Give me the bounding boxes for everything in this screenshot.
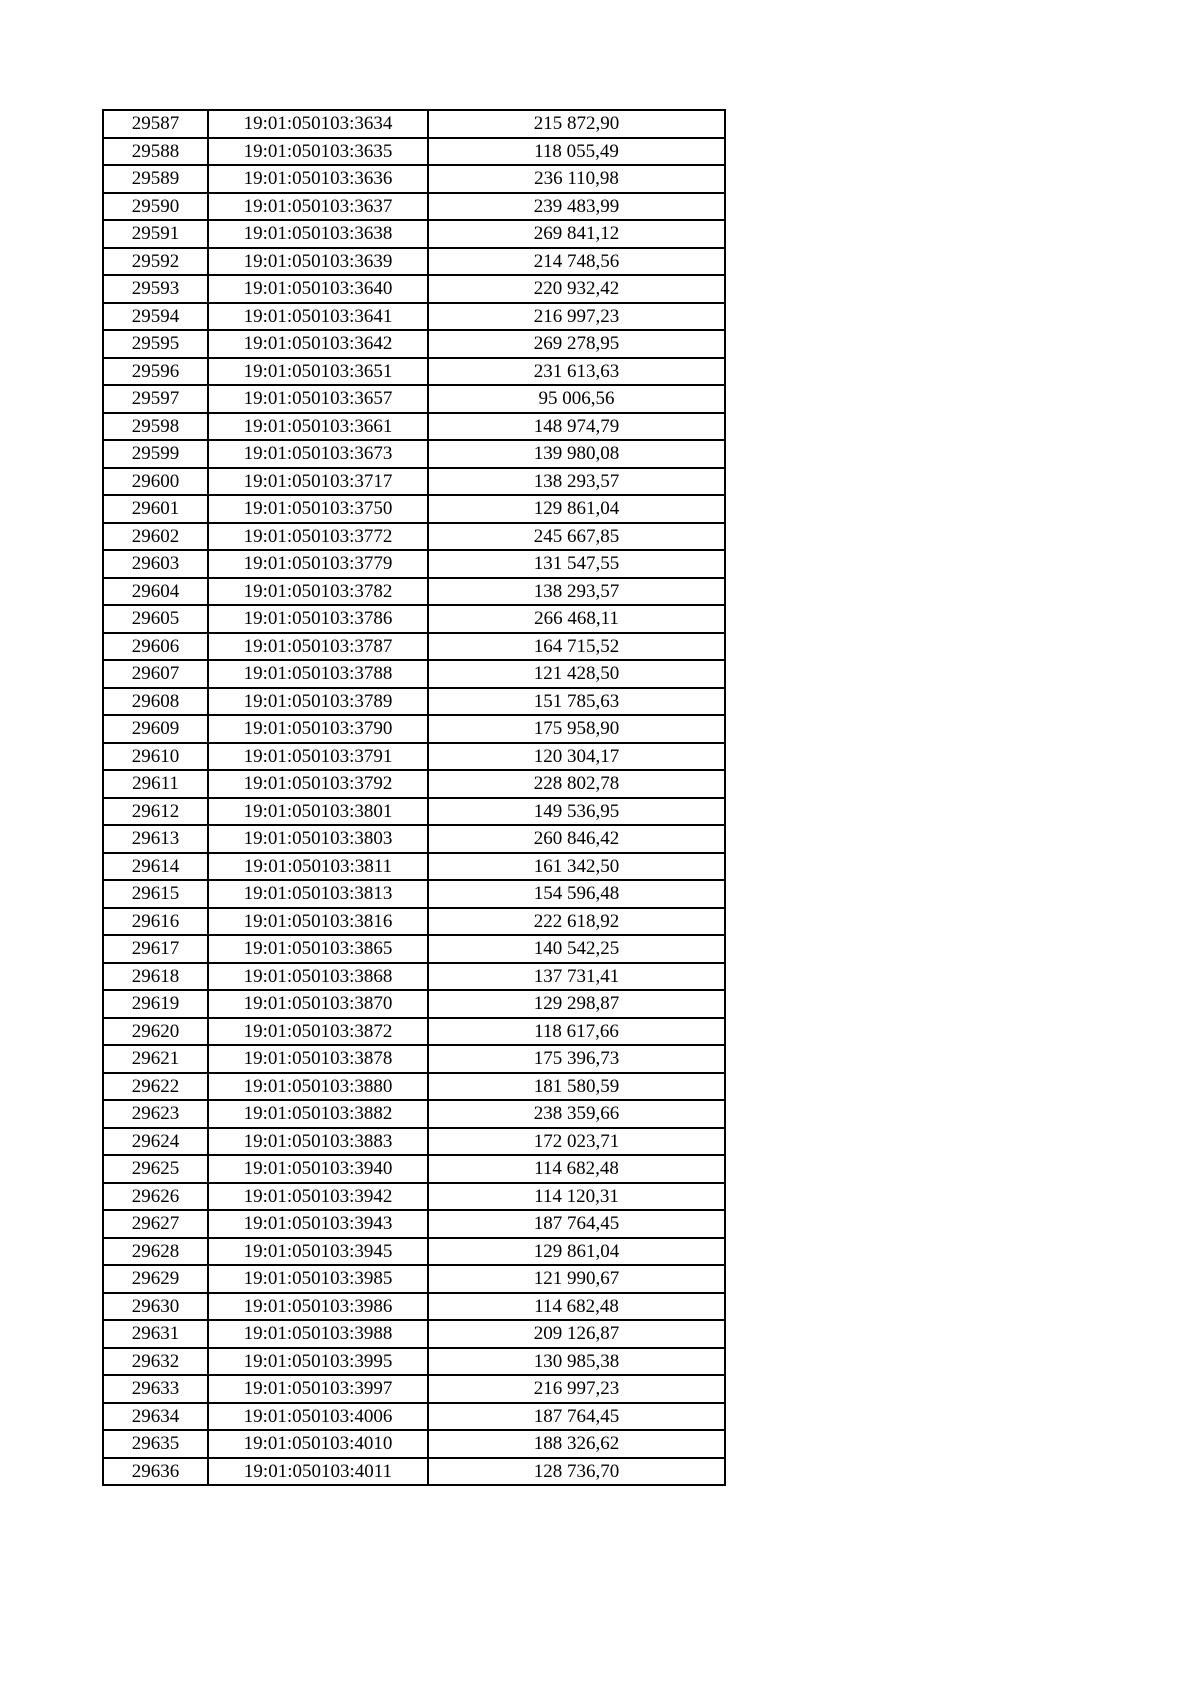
- row-number-cell: 29590: [103, 193, 208, 221]
- value-cell: 214 748,56: [428, 248, 725, 276]
- table-row: [103, 1210, 725, 1238]
- value-cell: 269 278,95: [428, 330, 725, 358]
- row-number-cell: 29598: [103, 413, 208, 441]
- table-row: [103, 165, 725, 193]
- cadastral-number-cell: 19:01:050103:3657: [208, 385, 428, 413]
- row-number-cell: 29592: [103, 248, 208, 276]
- table-row: [103, 990, 725, 1018]
- value-cell: 231 613,63: [428, 358, 725, 386]
- table-row: [103, 770, 725, 798]
- value-cell: 121 428,50: [428, 660, 725, 688]
- table-row: [103, 1073, 725, 1101]
- cadastral-number-cell: 19:01:050103:3638: [208, 220, 428, 248]
- row-number-cell: 29601: [103, 495, 208, 523]
- cadastral-number-cell: 19:01:050103:3811: [208, 853, 428, 881]
- row-number-cell: 29595: [103, 330, 208, 358]
- row-number-cell: 29633: [103, 1375, 208, 1403]
- row-number-cell: 29631: [103, 1320, 208, 1348]
- cadastral-number-cell: 19:01:050103:3789: [208, 688, 428, 716]
- row-number-cell: 29625: [103, 1155, 208, 1183]
- value-cell: 120 304,17: [428, 743, 725, 771]
- cadastral-number-cell: 19:01:050103:3816: [208, 908, 428, 936]
- value-cell: 187 764,45: [428, 1210, 725, 1238]
- value-cell: 161 342,50: [428, 853, 725, 881]
- row-number-cell: 29589: [103, 165, 208, 193]
- value-cell: 188 326,62: [428, 1430, 725, 1458]
- table-row: [103, 248, 725, 276]
- cadastral-number-cell: 19:01:050103:3882: [208, 1100, 428, 1128]
- row-number-cell: 29623: [103, 1100, 208, 1128]
- row-number-cell: 29602: [103, 523, 208, 551]
- table-row: [103, 303, 725, 331]
- value-cell: 118 055,49: [428, 138, 725, 166]
- table-row: [103, 275, 725, 303]
- cadastral-number-cell: 19:01:050103:3634: [208, 110, 428, 138]
- table-row: [103, 1128, 725, 1156]
- cadastral-number-cell: 19:01:050103:3943: [208, 1210, 428, 1238]
- cadastral-number-cell: 19:01:050103:4010: [208, 1430, 428, 1458]
- value-cell: 118 617,66: [428, 1018, 725, 1046]
- row-number-cell: 29596: [103, 358, 208, 386]
- cadastral-number-cell: 19:01:050103:3803: [208, 825, 428, 853]
- table-row: [103, 385, 725, 413]
- cadastral-number-cell: 19:01:050103:3772: [208, 523, 428, 551]
- value-cell: 216 997,23: [428, 303, 725, 331]
- table-row: [103, 413, 725, 441]
- table-row: [103, 1458, 725, 1486]
- value-cell: 114 120,31: [428, 1183, 725, 1211]
- table-row: [103, 688, 725, 716]
- table-row: [103, 495, 725, 523]
- table-row: [103, 220, 725, 248]
- value-cell: 222 618,92: [428, 908, 725, 936]
- value-cell: 238 359,66: [428, 1100, 725, 1128]
- cadastral-number-cell: 19:01:050103:3637: [208, 193, 428, 221]
- cadastral-number-cell: 19:01:050103:3717: [208, 468, 428, 496]
- table-row: [103, 633, 725, 661]
- value-cell: 215 872,90: [428, 110, 725, 138]
- row-number-cell: 29607: [103, 660, 208, 688]
- value-cell: 129 861,04: [428, 1238, 725, 1266]
- table-row: [103, 1100, 725, 1128]
- value-cell: 121 990,67: [428, 1265, 725, 1293]
- row-number-cell: 29608: [103, 688, 208, 716]
- cadastral-value-table: [102, 109, 726, 1486]
- cadastral-number-cell: 19:01:050103:3640: [208, 275, 428, 303]
- value-cell: 151 785,63: [428, 688, 725, 716]
- value-cell: 148 974,79: [428, 413, 725, 441]
- value-cell: 95 006,56: [428, 385, 725, 413]
- cadastral-number-cell: 19:01:050103:3788: [208, 660, 428, 688]
- row-number-cell: 29632: [103, 1348, 208, 1376]
- cadastral-number-cell: 19:01:050103:3870: [208, 990, 428, 1018]
- value-cell: 149 536,95: [428, 798, 725, 826]
- row-number-cell: 29624: [103, 1128, 208, 1156]
- value-cell: 114 682,48: [428, 1155, 725, 1183]
- cadastral-number-cell: 19:01:050103:3995: [208, 1348, 428, 1376]
- table-row: [103, 935, 725, 963]
- row-number-cell: 29627: [103, 1210, 208, 1238]
- table-row: [103, 908, 725, 936]
- table-row: [103, 660, 725, 688]
- table-row: [103, 138, 725, 166]
- value-cell: 139 980,08: [428, 440, 725, 468]
- row-number-cell: 29616: [103, 908, 208, 936]
- cadastral-number-cell: 19:01:050103:3651: [208, 358, 428, 386]
- cadastral-number-cell: 19:01:050103:3787: [208, 633, 428, 661]
- value-cell: 114 682,48: [428, 1293, 725, 1321]
- value-cell: 175 396,73: [428, 1045, 725, 1073]
- cadastral-number-cell: 19:01:050103:4011: [208, 1458, 428, 1486]
- row-number-cell: 29606: [103, 633, 208, 661]
- value-cell: 140 542,25: [428, 935, 725, 963]
- cadastral-number-cell: 19:01:050103:3782: [208, 578, 428, 606]
- table-row: [103, 1430, 725, 1458]
- table-row: [103, 743, 725, 771]
- table-row: [103, 550, 725, 578]
- value-cell: 266 468,11: [428, 605, 725, 633]
- value-cell: 181 580,59: [428, 1073, 725, 1101]
- table-row: [103, 330, 725, 358]
- value-cell: 137 731,41: [428, 963, 725, 991]
- table-row: [103, 1265, 725, 1293]
- value-cell: 209 126,87: [428, 1320, 725, 1348]
- table-row: [103, 1293, 725, 1321]
- row-number-cell: 29612: [103, 798, 208, 826]
- value-cell: 138 293,57: [428, 578, 725, 606]
- cadastral-number-cell: 19:01:050103:3940: [208, 1155, 428, 1183]
- row-number-cell: 29621: [103, 1045, 208, 1073]
- table-row: [103, 468, 725, 496]
- row-number-cell: 29614: [103, 853, 208, 881]
- value-cell: 129 298,87: [428, 990, 725, 1018]
- cadastral-number-cell: 19:01:050103:3985: [208, 1265, 428, 1293]
- row-number-cell: 29609: [103, 715, 208, 743]
- table-row: [103, 358, 725, 386]
- cadastral-number-cell: 19:01:050103:3813: [208, 880, 428, 908]
- cadastral-number-cell: 19:01:050103:4006: [208, 1403, 428, 1431]
- table-row: [103, 1045, 725, 1073]
- value-cell: 138 293,57: [428, 468, 725, 496]
- row-number-cell: 29634: [103, 1403, 208, 1431]
- table-row: [103, 715, 725, 743]
- cadastral-number-cell: 19:01:050103:3997: [208, 1375, 428, 1403]
- cadastral-number-cell: 19:01:050103:3641: [208, 303, 428, 331]
- cadastral-number-cell: 19:01:050103:3865: [208, 935, 428, 963]
- cadastral-number-cell: 19:01:050103:3801: [208, 798, 428, 826]
- cadastral-number-cell: 19:01:050103:3673: [208, 440, 428, 468]
- value-cell: 236 110,98: [428, 165, 725, 193]
- cadastral-number-cell: 19:01:050103:3636: [208, 165, 428, 193]
- cadastral-number-cell: 19:01:050103:3750: [208, 495, 428, 523]
- table-row: [103, 1320, 725, 1348]
- row-number-cell: 29597: [103, 385, 208, 413]
- cadastral-number-cell: 19:01:050103:3880: [208, 1073, 428, 1101]
- cadastral-number-cell: 19:01:050103:3639: [208, 248, 428, 276]
- cadastral-number-cell: 19:01:050103:3988: [208, 1320, 428, 1348]
- row-number-cell: 29615: [103, 880, 208, 908]
- value-cell: 245 667,85: [428, 523, 725, 551]
- row-number-cell: 29600: [103, 468, 208, 496]
- table-row: [103, 798, 725, 826]
- row-number-cell: 29629: [103, 1265, 208, 1293]
- table-row: [103, 440, 725, 468]
- table-row: [103, 853, 725, 881]
- value-cell: 269 841,12: [428, 220, 725, 248]
- cadastral-number-cell: 19:01:050103:3791: [208, 743, 428, 771]
- cadastral-number-cell: 19:01:050103:3878: [208, 1045, 428, 1073]
- row-number-cell: 29622: [103, 1073, 208, 1101]
- row-number-cell: 29604: [103, 578, 208, 606]
- value-cell: 164 715,52: [428, 633, 725, 661]
- cadastral-number-cell: 19:01:050103:3942: [208, 1183, 428, 1211]
- cadastral-number-cell: 19:01:050103:3786: [208, 605, 428, 633]
- table-row: [103, 825, 725, 853]
- value-cell: 220 932,42: [428, 275, 725, 303]
- table-row: [103, 578, 725, 606]
- cadastral-number-cell: 19:01:050103:3779: [208, 550, 428, 578]
- cadastral-number-cell: 19:01:050103:3945: [208, 1238, 428, 1266]
- table-row: [103, 1183, 725, 1211]
- table-row: [103, 1403, 725, 1431]
- table-row: [103, 605, 725, 633]
- value-cell: 239 483,99: [428, 193, 725, 221]
- value-cell: 131 547,55: [428, 550, 725, 578]
- table-row: [103, 1018, 725, 1046]
- row-number-cell: 29593: [103, 275, 208, 303]
- row-number-cell: 29617: [103, 935, 208, 963]
- table-row: [103, 1375, 725, 1403]
- table-row: [103, 523, 725, 551]
- value-cell: 154 596,48: [428, 880, 725, 908]
- value-cell: 187 764,45: [428, 1403, 725, 1431]
- row-number-cell: 29613: [103, 825, 208, 853]
- row-number-cell: 29626: [103, 1183, 208, 1211]
- table-row: [103, 1155, 725, 1183]
- row-number-cell: 29610: [103, 743, 208, 771]
- cadastral-number-cell: 19:01:050103:3790: [208, 715, 428, 743]
- row-number-cell: 29636: [103, 1458, 208, 1486]
- row-number-cell: 29591: [103, 220, 208, 248]
- value-cell: 260 846,42: [428, 825, 725, 853]
- value-cell: 128 736,70: [428, 1458, 725, 1486]
- value-cell: 228 802,78: [428, 770, 725, 798]
- value-cell: 172 023,71: [428, 1128, 725, 1156]
- row-number-cell: 29630: [103, 1293, 208, 1321]
- table-row: [103, 110, 725, 138]
- table-body: [103, 110, 725, 1485]
- table-row: [103, 880, 725, 908]
- row-number-cell: 29603: [103, 550, 208, 578]
- cadastral-number-cell: 19:01:050103:3792: [208, 770, 428, 798]
- row-number-cell: 29599: [103, 440, 208, 468]
- value-cell: 130 985,38: [428, 1348, 725, 1376]
- value-cell: 129 861,04: [428, 495, 725, 523]
- row-number-cell: 29620: [103, 1018, 208, 1046]
- row-number-cell: 29587: [103, 110, 208, 138]
- row-number-cell: 29605: [103, 605, 208, 633]
- table-row: [103, 963, 725, 991]
- value-cell: 216 997,23: [428, 1375, 725, 1403]
- row-number-cell: 29619: [103, 990, 208, 1018]
- row-number-cell: 29588: [103, 138, 208, 166]
- cadastral-number-cell: 19:01:050103:3635: [208, 138, 428, 166]
- row-number-cell: 29628: [103, 1238, 208, 1266]
- cadastral-number-cell: 19:01:050103:3868: [208, 963, 428, 991]
- row-number-cell: 29635: [103, 1430, 208, 1458]
- cadastral-number-cell: 19:01:050103:3642: [208, 330, 428, 358]
- cadastral-number-cell: 19:01:050103:3883: [208, 1128, 428, 1156]
- row-number-cell: 29594: [103, 303, 208, 331]
- cadastral-number-cell: 19:01:050103:3872: [208, 1018, 428, 1046]
- row-number-cell: 29618: [103, 963, 208, 991]
- table-row: [103, 1348, 725, 1376]
- value-cell: 175 958,90: [428, 715, 725, 743]
- table-row: [103, 1238, 725, 1266]
- cadastral-number-cell: 19:01:050103:3986: [208, 1293, 428, 1321]
- table-row: [103, 193, 725, 221]
- row-number-cell: 29611: [103, 770, 208, 798]
- cadastral-number-cell: 19:01:050103:3661: [208, 413, 428, 441]
